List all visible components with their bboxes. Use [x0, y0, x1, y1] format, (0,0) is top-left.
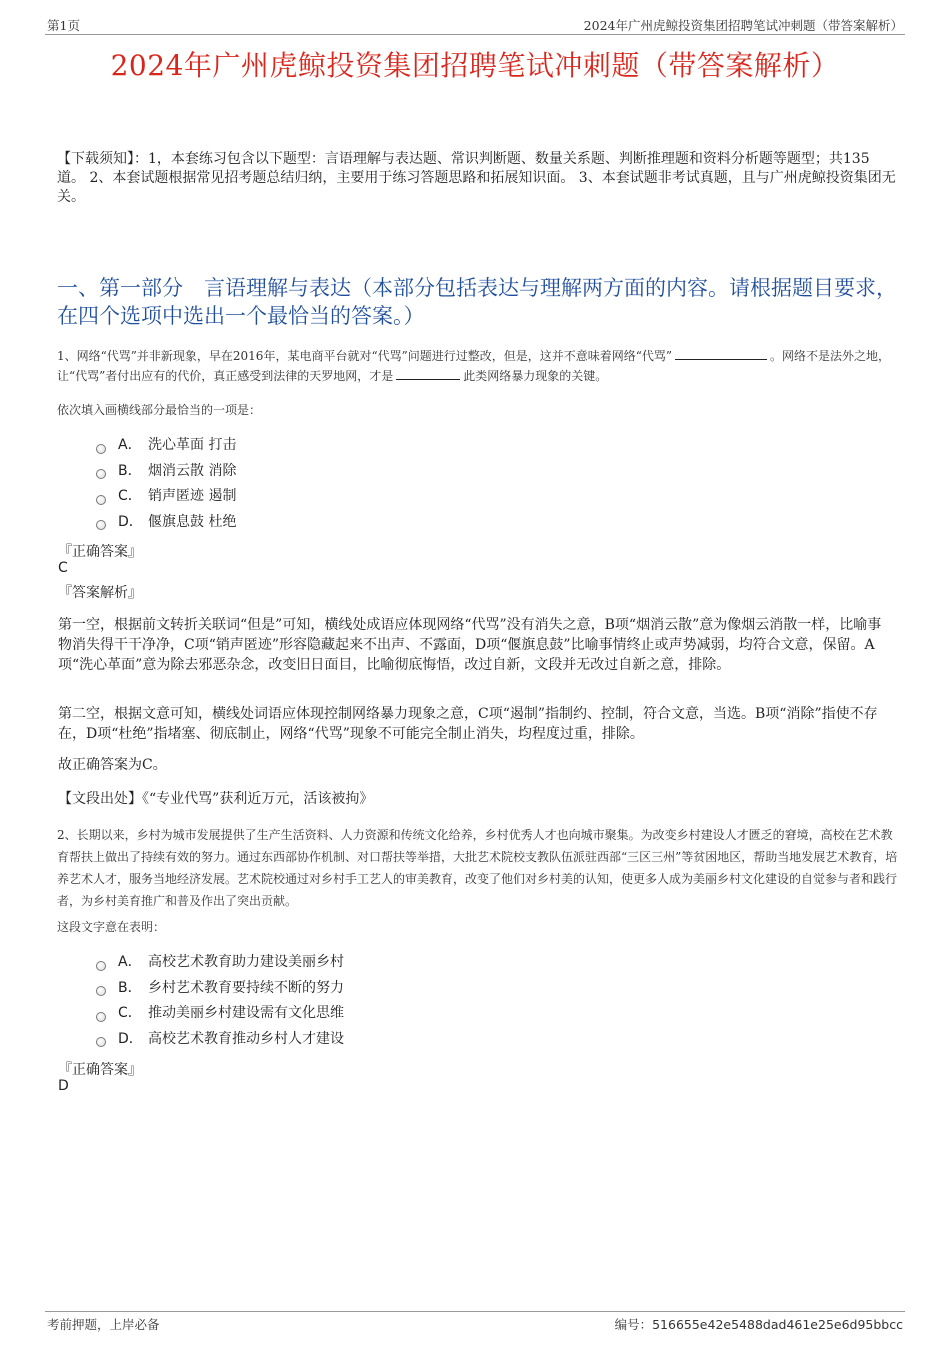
source-citation: 【文段出处】《“专业代骂”获利近万元，活该被拘》 — [58, 791, 374, 807]
analysis-conclusion: 故正确答案为C。 — [58, 757, 167, 773]
analysis-label: 『答案解析』 — [58, 585, 142, 601]
option-d[interactable]: D． 高校艺术教育推动乡村人才建设 — [96, 1027, 344, 1053]
question-1-stem: 1、网络“代骂”并非新现象，早在2016年，某电商平台就对“代骂”问题进行过整改，但是，这并不意味着网络“代骂” 。网络不是法外之地，让“代骂”者付出应有的代价，真正感受到法律的天罗地网，才是 此类网络暴力现象的关键。 — [57, 346, 897, 386]
blank-1 — [675, 346, 767, 360]
radio-icon[interactable] — [96, 520, 106, 530]
page-number: 第1页 — [47, 18, 80, 33]
page-header — [45, 14, 905, 35]
option-c[interactable]: C． 推动美丽乡村建设需有文化思维 — [96, 1001, 344, 1027]
radio-icon[interactable] — [96, 1037, 106, 1047]
answer-label: 『正确答案』 — [58, 544, 142, 560]
footer-code: 编号：516655e42e5488dad461e25e6d95bbcc — [614, 1317, 903, 1332]
radio-icon[interactable] — [96, 469, 106, 479]
option-b[interactable]: B． 乡村艺术教育要持续不断的努力 — [96, 976, 344, 1002]
option-d[interactable]: D． 偃旗息鼓 杜绝 — [96, 510, 236, 536]
option-a[interactable]: A． 高校艺术教育助力建设美丽乡村 — [96, 950, 344, 976]
header-doc-title: 2024年广州虎鲸投资集团招聘笔试冲刺题（带答案解析） — [583, 18, 903, 33]
radio-icon[interactable] — [96, 495, 106, 505]
question-2-stem: 2、长期以来，乡村为城市发展提供了生产生活资料、人力资源和传统文化给养，乡村优秀人才也向城市聚集。为改变乡村建设人才匮乏的窘境，高校在艺术教育帮扶上做出了持续有效的努力。通过东西部协作机制、对口帮扶等举措，大批艺术院校支教队伍派驻西部“三区三州”等贫困地区，帮助当地发展艺术教育，培养艺术人才，服务当地经济发展。艺术院校通过对乡村手工艺人的审美教育，改变了他们对乡村美的认知，使更多人成为美丽乡村文化建设的自觉参与者和践行者，为乡村美育推广和普及作出了突出贡献。 — [57, 828, 898, 908]
download-notice: 【下载须知】：1，本套练习包含以下题型：言语理解与表达题、常识判断题、数量关系题、判断推理题和资料分析题等题型；共135道。 2、本套试题根据常见招考题总结归纳，主要用于练习答题思路和拓展知识面。 3、本套试题非考试真题，且与广州虎鲸投资集团无关。 — [57, 151, 896, 205]
answer-label: 『正确答案』 — [58, 1062, 142, 1078]
blank-2 — [396, 366, 460, 380]
question-2-options — [96, 950, 344, 1052]
question-1-options — [96, 433, 236, 535]
page-footer — [45, 1311, 905, 1332]
analysis-paragraph-2: 第二空，根据文意可知，横线处词语应体现控制网络暴力现象之意，C项“遏制”指制约、控制，符合文意，当选。B项“消除”指使不存在，D项“杜绝”指堵塞、彻底制止，网络“代骂”现象不可能完全制止消失，均程度过重，排除。 — [58, 706, 878, 742]
answer-value: C — [58, 560, 68, 576]
radio-icon[interactable] — [96, 1012, 106, 1022]
section-heading: 一、第一部分 言语理解与表达（本部分包括表达与理解两方面的内容。请根据题目要求，在四个选项中选出一个最恰当的答案。） — [57, 276, 897, 328]
option-a[interactable]: A． 洗心革面 打击 — [96, 433, 236, 459]
option-b[interactable]: B． 烟消云散 消除 — [96, 459, 236, 485]
radio-icon[interactable] — [96, 986, 106, 996]
question-2-prompt: 这段文字意在表明： — [57, 920, 166, 934]
document-title: 2024年广州虎鲸投资集团招聘笔试冲刺题（带答案解析） — [110, 49, 840, 82]
answer-value: D — [58, 1078, 69, 1094]
analysis-paragraph-1: 第一空，根据前文转折关联词“但是”可知，横线处成语应体现网络“代骂”没有消失之意，B项“烟消云散”意为像烟云消散一样，比喻事物消失得干干净净，C项“销声匿迹”形容隐藏起来不出声、不露面，D项“偃旗息鼓”比喻事情终止或声势减弱，均符合文意，保留。A项“洗心革面”意为除去邪恶杂念，改变旧日面目，比喻彻底悔悟，改过自新，文段并无改过自新之意，排除。 — [58, 617, 882, 673]
radio-icon[interactable] — [96, 444, 106, 454]
footer-slogan: 考前押题，上岸必备 — [47, 1317, 160, 1332]
option-c[interactable]: C． 销声匿迹 遏制 — [96, 484, 236, 510]
question-1-prompt: 依次填入画横线部分最恰当的一项是： — [57, 403, 262, 417]
radio-icon[interactable] — [96, 961, 106, 971]
